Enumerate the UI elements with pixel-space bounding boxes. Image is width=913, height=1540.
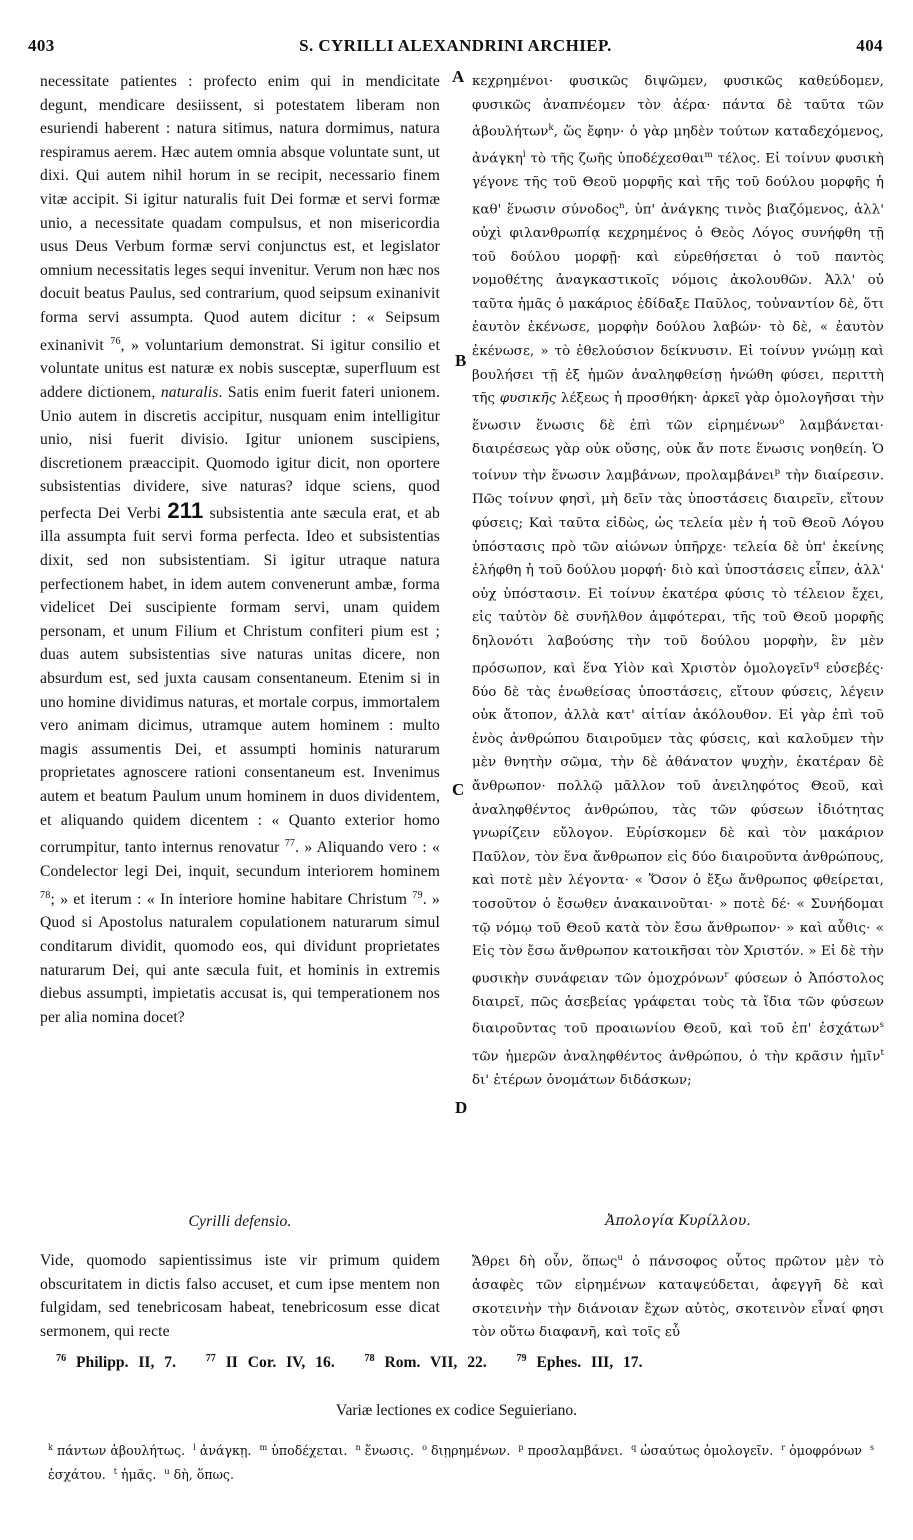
- footnote-ref-77[interactable]: 77: [284, 838, 296, 850]
- latin-column: [40, 70, 440, 1029]
- footnote-76: $^{76}$ Philipp. II, 7.: [56, 1353, 176, 1372]
- variant-k: $^k$ πάντων ἀβουλήτως.: [48, 1442, 186, 1459]
- variant-l: $^l$ ἀνάγκῃ.: [193, 1442, 252, 1459]
- greek-section-title: Ἀπολογία Κυρίλλου.: [605, 1213, 751, 1229]
- footnote-ref-79[interactable]: 79: [412, 889, 423, 901]
- footnote-ref-78[interactable]: 78: [40, 889, 51, 901]
- variant-n: $^n$ ἕνωσις.: [355, 1442, 415, 1459]
- variant-t: $^t$ ἡμᾶς.: [113, 1466, 157, 1483]
- footnote-79: $^{79}$ Ephes. III, 17.: [516, 1353, 643, 1372]
- variant-ref-m[interactable]: m: [704, 150, 713, 161]
- italic-naturalis: naturalis: [160, 383, 219, 401]
- variant-q: $^q$ ὡσαύτως ὁμολογεῖν.: [631, 1442, 774, 1459]
- greek-paragraph-1: κεχρημένοι· φυσικῶς διψῶμεν, φυσικῶς καθεύδομεν, φυσικῶς ἀναπνέομεν τὸν ἀέρα· πάντα δὲ ταῦτα τῶν ἀβουλήτων$^k$, ὥς ἔφην· ὁ γὰρ μηδὲν τούτων καταδεχόμενος, ἀνάγκη$^l$ τὸ τῆς ζωῆς ὑποδέχεσθαι$^m$ τέλος. Εἰ τοίνυν φυσικὴ γέγονε τῆς τοῦ Θεοῦ μορφῆς καὶ τῆς τοῦ δούλου μορφῆς ἡ καθ' ἕνωσιν σύνοδος$^n$, ὑπ' ἀνάγκης τινὸς βιαζόμενος, ἀλλ' οὐχὶ φιλανθρωπίᾳ κεχρημένος ὁ Θεὸς Λόγος συνήφθη τῇ τοῦ δούλου μορφῇ· καὶ εὑρεθήσεται ὁ τοῦ παντὸς νομοθέτης ἀναγκαστικοῖς νόμοις ἀκολουθῶν. Ἀλλ' οὐ ταῦτα ἡμᾶς ὁ μακάριος ἐδίδαξε Παῦλος, τοὐναντίον δὲ, ὅτι ἑαυτὸν ἐκένωσε, μορφὴν δούλου λαβών· τὸ δὲ, « ἑαυτὸν ἐκένωσε, » τὸ ἐθελούσιον δείκνυσιν. Εἰ τοίνυν γνώμῃ καὶ βουλήσει τῇ ἐξ ἡμῶν ἀναληφθείσῃ ἡνώθη φύσει, περιττὴ τῆς φυσικῆς λέξεως ἡ προσθήκη· ἀρκεῖ γὰρ ὁμολογῆσαι τὴν ἕνωσιν ἕνωσις δὲ ἐπὶ τῶν εἰρημένων$^o$ λαμβάνεται· διαιρέσεως γὰρ οὐκ οὔσης, οὐκ ἄν ποτε ἕνωσις νοηθείη. Ὁ τοίνυν τὴν ἕνωσιν λαμβάνων, προλαμβάνει$^p$ τὴν διαίρεσιν. Πῶς τοίνυν φησὶ, μὴ δεῖν τὰς ὑποστάσεις διαιρεῖν, εἴτουν φύσεις; Καὶ ταῦτα εἰδὼς, ὡς τελεία μὲν ἡ τοῦ Θεοῦ Λόγου ὑπόστασις πρὸ τῶν αἰώνων ὑπῆρχε· τελεία δὲ ὑπ' ἐκείνης ἐλήφθη ἡ τοῦ δούλου μορφή· διὸ καὶ ὑποστάσεις εἶπεν, ἀλλ' οὐχ ὑπόστασιν. Εἰ τοίνυν ἑκατέρα φύσις τὸ τέλειον ἔχει, εἰς ταὐτὸν δὲ συνῆλθον ἀμφότεραι, τῆς τοῦ Θεοῦ μορφῆς δηλονότι λαβούσης τὴν τοῦ δούλου μορφὴν, ἓν μὲν πρόσωπον, καὶ ἕνα Υἱὸν καὶ Χριστὸν ὁμολογεῖν$^q$ εὐσεβές· δύο δὲ τὰς ἑνωθείσας ὑποστάσεις, εἴτουν φύσεις, λέγειν οὐκ ἄτοπον, ἀλλὰ κατ' αἰτίαν ἀκόλουθον. Εἰ γὰρ ἐπὶ τοῦ ἑνὸς ἀνθρώπου διαιροῦμεν τὰς φύσεις, καὶ καλοῦμεν τὴν μὲν θνητὴν σῶμα, τὴν δὲ ἀθάνατον ψυχὴν, ἑκατέραν δὲ ἄνθρωπον· πολλῷ μᾶλλον τοῦ ἀνειληφότος Θεοῦ, καὶ ἀναληφθέντος ἀνθρώπου, τὰς τῶν φύσεων ἰδιότητας γνωρίζειν εὔλογον. Εὑρίσκομεν δὲ καὶ τὸν μακάριον Παῦλον, τὸν ἕνα ἄνθρωπον εἰς δύο διαιροῦντα ἀνθρώπους, καὶ ποτὲ μὲν λέγοντα· « Ὅσον ὁ ἔξω ἄνθρωπος φθείρεται, τοσοῦτον ὁ ἔσωθεν ἀνακαινοῦται· » ποτὲ δέ· « Συνήδομαι τῷ νόμῳ τοῦ Θεοῦ κατὰ τὸν ἔσω ἄνθρωπον· » καὶ αὖθις· « Εἰς τὸν ἔσω ἄνθρωπον κατοικῆσαι τὸν Χριστόν. » Εἰ δὲ τὴν φυσικὴν συνάφειαν τῶν ὁμοχρόνων$^r$ φύσεων ὁ Ἀπόστολος διαιρεῖ, πῶς ἀσεβείας γράφεται τοὺς τὰ ἴδια τῶν φύσεων διαιροῦντας τοῦ προαιωνίου Θεοῦ, καὶ τοῦ ἐπ' ἐσχάτων$^s$ τῶν ἡμερῶν ἀναληφθέντος ἀνθρώπου, ὁ τὴν κρᾶσιν ἡμῖν$^t$ δι' ἑτέρων ὀνομάτων διδάσκων;: [472, 74, 885, 1088]
- variant-ref-p[interactable]: p: [774, 467, 781, 478]
- latin-paragraph-2: Vide, quomodo sapientissimus iste vir primum quidem obscuritatem in dictis falso accuset, et cum ipse mentem non fulgidam, sed tenebricosam habeat, tenebricosum esse dicat sermonem, qui recte: [40, 1252, 440, 1340]
- variant-p: $^p$ προσλαμβάνει.: [518, 1442, 624, 1459]
- latin-section-2: [40, 1198, 440, 1359]
- latin-section-title: Cyrilli defensio.: [188, 1213, 292, 1230]
- variae-lectiones: [48, 1437, 878, 1485]
- variant-ref-t[interactable]: t: [880, 1047, 884, 1058]
- variant-ref-l[interactable]: l: [522, 150, 526, 161]
- margin-letter-c: C: [452, 780, 465, 799]
- margin-letter-a: A: [452, 67, 465, 86]
- variant-o: $^o$ διῃρημένων.: [422, 1442, 511, 1459]
- variant-ref-o[interactable]: o: [779, 416, 785, 427]
- variant-m: $^m$ ὑποδέχεται.: [259, 1442, 348, 1459]
- footnote-ref-76[interactable]: 76: [110, 335, 121, 347]
- footnotes: [56, 1353, 643, 1372]
- running-title: S. CYRILLI ALEXANDRINI ARCHIEP.: [299, 36, 612, 55]
- variant-r: $^r$ ὁμοφρόνων: [781, 1442, 862, 1459]
- latin-paragraph-1: necessitate patientes : profecto enim qui in mendicitate degunt, mendicare desiissent, si potestatem liberam non esuriendi haberent : natura sitimus, natura dormimus, natura respiramus aerem. Hæc autem omnia absque voluntate sunt, ut dixi. Qui autem nihil horum in se recipit, necessario finem vitæ accipit. Si igitur naturalis fuit Dei formæ et servi formæ unio, a necessitate quadam compulsus, et non misericordia usus Deus Verbum formæ servi conjunctus est, et legislator omnium necessitatis leges sequi invenitur. Verum non hæc nos docuit beatus Paulus, sed contrarium, quod seipsum exinanivit forma servi assumpta. Quod autem dicitur : « Seipsum exinanivit $^{76}$, » voluntarium demonstrat. Si igitur consilio et voluntate unitus est naturæ ex nobis susceptæ, superfluum est addere dictionem, naturalis. Satis enim fuerit fateri unionem. Unio autem in discretis accipitur, nusquam enim intelligitur unio, nisi fuerit divisio. Igitur unionem suscipiens, discretionem præaccipit. Quomodo igitur dicit, non oportere subsistentias dividere, sive naturas? idque sciens, quod perfecta Dei Verbi 211 subsistentia ante sæcula erat, et ab illa assumpta fuit servi forma perfecta. Ideo et subsistentias dixit, sed non subsistentiam. Si igitur utraque natura perfectionem habet, in idem autem convenerunt ambæ, forma videlicet Dei suscipiente formam servi, unam quidem personam, et unum Filium et Christum confiteri pium est ; duas autem subsistentias sive naturas unitas dicere, non absurdum est, sed juxta causam consentaneum. Etenim si in uno homine dividimus naturas, et mortale corpus, immortalem vero animam dicimus, utramque autem hominem : multo magis assumentis Dei, et assumpti hominis naturarum proprietates agnoscere rationi consentaneum est. Invenimus autem et beatum Paulum unum hominem in duos dividentem, et aliquando quidem dicentem : « Quanto exterior homo corrumpitur, tanto internus renovatur $^{77}$. » Aliquando vero : « Condelector legi Dei, inquit, secundum interiorem hominem $^{78}$; » et iterum : « In interiore homine habitare Christum $^{79}$. » Quod si Apostolus naturalem copulationem naturarum simul conditarum dividit, quomodo eos, qui dividunt proprietates naturarum Dei, qui ante sæcula fuit, et hominis in extremis diebus assumpti, impietatis accusat is, qui temperationem nos per alia nomina docet?: [40, 73, 440, 1026]
- margin-letter-d: D: [455, 1098, 468, 1117]
- page-number-right: 404: [856, 36, 883, 55]
- margin-letter-b: B: [455, 351, 467, 370]
- variant-ref-u[interactable]: u: [617, 1252, 624, 1263]
- greek-column: [472, 70, 884, 1092]
- variant-ref-k[interactable]: k: [548, 123, 554, 134]
- italic-physikes: φυσικῆς: [499, 391, 557, 407]
- greek-section-2: [472, 1198, 884, 1358]
- variant-ref-s[interactable]: s: [879, 1020, 884, 1031]
- variant-s: $^s$ ἐσχάτου.: [48, 1442, 875, 1483]
- variant-ref-n[interactable]: n: [619, 200, 625, 211]
- running-header: [28, 36, 883, 64]
- footnote-78: $^{78}$ Rom. VII, 22.: [364, 1353, 487, 1372]
- variant-ref-q[interactable]: q: [813, 659, 820, 670]
- variant-u: $^u$ δὴ, ὅπως.: [164, 1466, 234, 1483]
- column-number: 211: [167, 497, 204, 523]
- variae-lectiones-title: Variæ lectiones ex codice Seguieriano.: [335, 1402, 578, 1419]
- page-number-left: 403: [28, 36, 55, 55]
- footnote-77: $^{77}$ II Cor. IV, 16.: [205, 1353, 335, 1372]
- greek-paragraph-2: Ἄθρει δὴ οὖν, ὅπως$^u$ ὁ πάνσοφος οὗτος πρῶτον μὲν τὸ ἀσαφὲς τῶν εἰρημένων καταψεύδεται, ἀφεγγῆ δὲ καὶ σκοτεινὴν τὴν διάνοιαν ἔχων αὐτὸς, σκοτεινὸν εἶναί φησι τὸν οὕτω διαφανῆ, καὶ τοῖς εὖ: [472, 1252, 884, 1341]
- variant-ref-r[interactable]: r: [724, 969, 729, 980]
